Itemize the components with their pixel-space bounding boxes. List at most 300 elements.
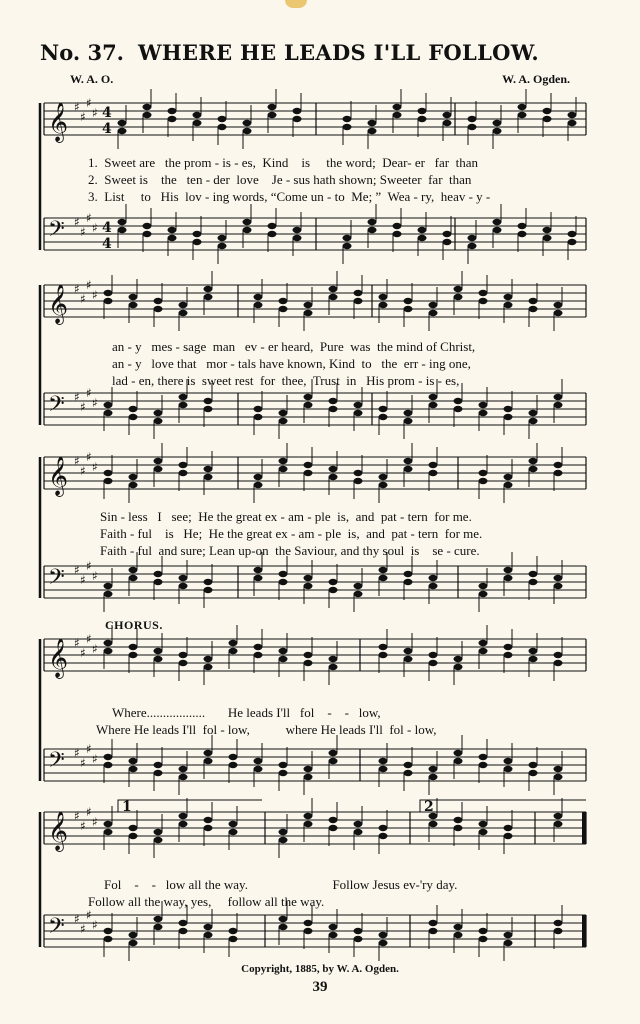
note-head: [154, 418, 163, 424]
note-head: [554, 575, 563, 581]
note-head: [443, 120, 452, 126]
note-head: [204, 750, 213, 756]
lyric-line: Where.................. He leads I'll fol - - low,: [112, 705, 381, 720]
final-barline: [582, 915, 586, 947]
note-head: [529, 410, 538, 416]
note-head: [518, 112, 527, 118]
note-head: [304, 928, 313, 934]
note-head: [393, 223, 402, 229]
note-head: [118, 227, 127, 233]
note-head: [479, 936, 488, 942]
note-head: [104, 298, 113, 304]
sharp-icon: ♯: [92, 752, 98, 766]
note-head: [204, 758, 213, 764]
note-head: [329, 579, 338, 585]
note-head: [293, 108, 302, 114]
note-head: [293, 227, 302, 233]
note-head: [279, 648, 288, 654]
note-head: [254, 482, 263, 488]
lyric-line: an - y love that mor - tals have known, Kind to the err - ing one,: [112, 356, 471, 371]
sharp-icon: ♯: [74, 636, 80, 650]
lyric-line: lad - en, there is sweet rest for thee, Trust in His prom - is - es,: [112, 373, 460, 388]
note-head: [504, 825, 513, 831]
note-head: [129, 652, 138, 658]
note-head: [279, 837, 288, 843]
note-head: [154, 579, 163, 585]
sharp-icon: ♯: [92, 815, 98, 829]
sharp-icon: ♯: [80, 756, 86, 770]
note-head: [368, 227, 377, 233]
note-head: [279, 916, 288, 922]
note-head: [279, 579, 288, 585]
note-head: [393, 104, 402, 110]
hymn-title: WHERE HE LEADS I'LL FOLLOW.: [138, 40, 539, 65]
note-head: [254, 474, 263, 480]
note-head: [493, 219, 502, 225]
note-head: [304, 394, 313, 400]
note-head: [304, 920, 313, 926]
note-head: [329, 825, 338, 831]
note-head: [104, 402, 113, 408]
lyric-line: Follow all the way, yes, follow all the way.: [88, 894, 325, 909]
note-head: [379, 294, 388, 300]
note-head: [429, 821, 438, 827]
time-signature: 4: [102, 220, 112, 236]
note-head: [518, 223, 527, 229]
note-head: [504, 414, 513, 420]
note-head: [129, 567, 138, 573]
note-head: [143, 112, 152, 118]
note-head: [368, 120, 377, 126]
note-head: [393, 112, 402, 118]
note-head: [518, 104, 527, 110]
note-head: [354, 402, 363, 408]
note-head: [229, 762, 238, 768]
time-signature: 4: [102, 105, 112, 121]
note-head: [329, 924, 338, 930]
note-head: [104, 478, 113, 484]
note-head: [468, 124, 477, 130]
note-head: [243, 219, 252, 225]
sharp-icon: ♯: [92, 221, 98, 235]
treble-clef-icon: 𝄞: [48, 638, 69, 678]
treble-clef-icon: 𝄞: [48, 284, 69, 324]
note-head: [454, 750, 463, 756]
note-head: [529, 762, 538, 768]
note-head: [529, 648, 538, 654]
note-head: [154, 306, 163, 312]
note-head: [368, 128, 377, 134]
sharp-icon: ♯: [74, 100, 80, 114]
note-head: [568, 239, 577, 245]
note-head: [329, 750, 338, 756]
note-head: [254, 294, 263, 300]
note-head: [479, 470, 488, 476]
note-head: [179, 394, 188, 400]
note-head: [129, 302, 138, 308]
note-head: [418, 235, 427, 241]
note-head: [479, 478, 488, 484]
note-head: [354, 478, 363, 484]
note-head: [429, 302, 438, 308]
note-head: [129, 833, 138, 839]
note-head: [279, 466, 288, 472]
note-head: [204, 587, 213, 593]
note-head: [443, 112, 452, 118]
note-head: [429, 928, 438, 934]
note-head: [268, 112, 277, 118]
note-head: [104, 821, 113, 827]
note-head: [379, 833, 388, 839]
note-head: [404, 762, 413, 768]
note-head: [104, 583, 113, 589]
note-head: [479, 928, 488, 934]
sharp-icon: ♯: [74, 454, 80, 468]
note-head: [554, 583, 563, 589]
note-head: [568, 231, 577, 237]
note-head: [304, 470, 313, 476]
note-head: [468, 235, 477, 241]
sharp-icon: ♯: [92, 460, 98, 474]
note-head: [204, 664, 213, 670]
note-head: [179, 462, 188, 468]
bass-clef-icon: 𝄢: [48, 748, 65, 778]
note-head: [279, 298, 288, 304]
note-head: [554, 470, 563, 476]
note-head: [179, 766, 188, 772]
note-head: [179, 660, 188, 666]
note-head: [204, 398, 213, 404]
note-head: [129, 575, 138, 581]
note-head: [568, 120, 577, 126]
note-head: [204, 825, 213, 831]
note-head: [268, 104, 277, 110]
note-head: [279, 762, 288, 768]
note-head: [554, 302, 563, 308]
sharp-icon: ♯: [80, 819, 86, 833]
note-head: [268, 231, 277, 237]
note-head: [404, 298, 413, 304]
note-head: [443, 231, 452, 237]
sharp-icon: ♯: [86, 632, 92, 646]
lyric-line: Where He leads I'll fol - low, where He leads I'll fol - low,: [96, 722, 437, 737]
note-head: [279, 410, 288, 416]
note-head: [354, 829, 363, 835]
note-head: [543, 227, 552, 233]
note-head: [393, 231, 402, 237]
note-head: [479, 640, 488, 646]
note-head: [504, 474, 513, 480]
note-head: [304, 575, 313, 581]
note-head: [504, 644, 513, 650]
note-head: [429, 462, 438, 468]
note-head: [543, 235, 552, 241]
sharp-icon: ♯: [86, 386, 92, 400]
note-head: [329, 474, 338, 480]
note-head: [179, 774, 188, 780]
note-head: [479, 583, 488, 589]
note-head: [204, 466, 213, 472]
note-head: [379, 940, 388, 946]
note-head: [454, 286, 463, 292]
note-head: [293, 116, 302, 122]
note-head: [429, 310, 438, 316]
chorus-label: CHORUS.: [105, 618, 163, 632]
note-head: [554, 394, 563, 400]
note-head: [304, 821, 313, 827]
note-head: [204, 656, 213, 662]
note-head: [229, 648, 238, 654]
sharp-icon: ♯: [80, 922, 86, 936]
bass-clef-icon: 𝄢: [48, 565, 65, 595]
sharp-icon: ♯: [86, 559, 92, 573]
note-head: [504, 575, 513, 581]
note-head: [454, 664, 463, 670]
note-head: [204, 294, 213, 300]
note-head: [479, 290, 488, 296]
note-head: [154, 571, 163, 577]
note-head: [168, 235, 177, 241]
note-head: [379, 414, 388, 420]
final-barline: [582, 812, 586, 844]
note-head: [204, 474, 213, 480]
note-head: [554, 920, 563, 926]
note-head: [104, 591, 113, 597]
note-head: [404, 579, 413, 585]
note-head: [154, 466, 163, 472]
note-head: [354, 936, 363, 942]
note-head: [129, 474, 138, 480]
note-head: [504, 482, 513, 488]
note-head: [379, 644, 388, 650]
note-head: [179, 402, 188, 408]
note-head: [343, 124, 352, 130]
note-head: [143, 231, 152, 237]
note-head: [404, 648, 413, 654]
note-head: [168, 227, 177, 233]
note-head: [154, 762, 163, 768]
note-head: [129, 644, 138, 650]
sharp-icon: ♯: [86, 211, 92, 225]
note-head: [479, 829, 488, 835]
treble-clef-icon: 𝄞: [48, 456, 69, 496]
note-head: [479, 402, 488, 408]
note-head: [279, 306, 288, 312]
note-head: [129, 294, 138, 300]
time-signature: 4: [102, 236, 112, 252]
note-head: [554, 766, 563, 772]
sharp-icon: ♯: [92, 569, 98, 583]
note-head: [204, 924, 213, 930]
note-head: [179, 920, 188, 926]
note-head: [429, 766, 438, 772]
note-head: [418, 116, 427, 122]
note-head: [229, 640, 238, 646]
note-head: [254, 575, 263, 581]
sharp-icon: ♯: [80, 225, 86, 239]
note-head: [404, 458, 413, 464]
note-head: [429, 774, 438, 780]
note-head: [129, 758, 138, 764]
note-head: [379, 758, 388, 764]
note-head: [404, 410, 413, 416]
note-head: [454, 758, 463, 764]
note-head: [243, 128, 252, 134]
note-head: [479, 410, 488, 416]
note-head: [193, 231, 202, 237]
note-head: [329, 294, 338, 300]
note-head: [529, 418, 538, 424]
note-head: [304, 774, 313, 780]
sharp-icon: ♯: [86, 96, 92, 110]
sharp-icon: ♯: [92, 288, 98, 302]
note-head: [554, 813, 563, 819]
note-head: [529, 579, 538, 585]
sharp-icon: ♯: [92, 642, 98, 656]
note-head: [118, 128, 127, 134]
note-head: [379, 575, 388, 581]
note-head: [454, 398, 463, 404]
sharp-icon: ♯: [80, 573, 86, 587]
note-head: [429, 583, 438, 589]
time-signature: 4: [102, 121, 112, 137]
note-head: [229, 821, 238, 827]
note-head: [279, 458, 288, 464]
lyric-line: an - y mes - sage man ev - er heard, Pure was the mind of Christ,: [112, 339, 476, 354]
note-head: [543, 108, 552, 114]
sharp-icon: ♯: [80, 400, 86, 414]
note-head: [404, 466, 413, 472]
note-head: [529, 298, 538, 304]
sharp-icon: ♯: [80, 110, 86, 124]
note-head: [143, 104, 152, 110]
note-head: [243, 120, 252, 126]
note-head: [329, 758, 338, 764]
note-head: [354, 298, 363, 304]
note-head: [454, 817, 463, 823]
note-head: [204, 406, 213, 412]
note-head: [429, 470, 438, 476]
note-head: [443, 239, 452, 245]
note-head: [568, 112, 577, 118]
note-head: [129, 940, 138, 946]
note-head: [254, 414, 263, 420]
note-head: [193, 239, 202, 245]
note-head: [454, 656, 463, 662]
note-head: [179, 821, 188, 827]
note-head: [204, 286, 213, 292]
lyric-line: Sin - less I see; He the great ex - am - ple is, and pat - tern for me.: [100, 509, 472, 524]
lyric-line: Fol - - low all the way. Follow Jesus ev-'ry day.: [104, 877, 458, 892]
note-head: [168, 108, 177, 114]
sharp-icon: ♯: [92, 918, 98, 932]
note-head: [304, 583, 313, 589]
note-head: [454, 406, 463, 412]
note-head: [504, 567, 513, 573]
note-head: [218, 235, 227, 241]
note-head: [479, 821, 488, 827]
bass-clef-icon: 𝄢: [48, 217, 65, 247]
note-head: [429, 575, 438, 581]
note-head: [254, 302, 263, 308]
hymn-number: No. 37.: [40, 40, 124, 65]
note-head: [254, 406, 263, 412]
copyright-notice: Copyright, 1885, by W. A. Ogden.: [241, 963, 399, 975]
note-head: [404, 656, 413, 662]
note-head: [154, 648, 163, 654]
note-head: [254, 644, 263, 650]
note-head: [129, 406, 138, 412]
note-head: [104, 928, 113, 934]
note-head: [254, 652, 263, 658]
note-head: [504, 758, 513, 764]
note-head: [154, 837, 163, 843]
note-head: [529, 458, 538, 464]
note-head: [379, 406, 388, 412]
note-head: [418, 227, 427, 233]
note-head: [343, 116, 352, 122]
sharp-icon: ♯: [92, 106, 98, 120]
note-head: [343, 235, 352, 241]
lyric-line: Faith - ful is He; He the great ex - am - ple is, and pat - tern for me.: [100, 526, 483, 541]
note-head: [504, 932, 513, 938]
note-head: [493, 128, 502, 134]
sharp-icon: ♯: [74, 809, 80, 823]
page-number: 39: [312, 979, 328, 995]
note-head: [104, 762, 113, 768]
note-head: [179, 583, 188, 589]
first-ending-number: 1: [122, 799, 132, 815]
note-head: [104, 936, 113, 942]
note-head: [404, 306, 413, 312]
note-head: [279, 829, 288, 835]
note-head: [379, 567, 388, 573]
note-head: [204, 932, 213, 938]
note-head: [193, 112, 202, 118]
note-head: [379, 474, 388, 480]
note-head: [354, 583, 363, 589]
note-head: [554, 462, 563, 468]
note-head: [354, 928, 363, 934]
note-head: [304, 660, 313, 666]
note-head: [354, 591, 363, 597]
second-ending-bracket: [420, 800, 586, 812]
note-head: [468, 116, 477, 122]
note-head: [304, 302, 313, 308]
note-head: [343, 243, 352, 249]
note-head: [329, 398, 338, 404]
note-head: [254, 766, 263, 772]
note-head: [529, 656, 538, 662]
sharp-icon: ♯: [92, 396, 98, 410]
note-head: [504, 940, 513, 946]
note-head: [554, 402, 563, 408]
note-head: [554, 928, 563, 934]
sharp-icon: ♯: [86, 278, 92, 292]
note-head: [304, 402, 313, 408]
note-head: [118, 120, 127, 126]
note-head: [204, 817, 213, 823]
note-head: [104, 648, 113, 654]
sharp-icon: ♯: [86, 742, 92, 756]
first-ending-bracket: [118, 800, 262, 812]
note-head: [554, 821, 563, 827]
sharp-icon: ♯: [86, 805, 92, 819]
note-head: [404, 571, 413, 577]
note-head: [304, 652, 313, 658]
note-head: [354, 470, 363, 476]
note-head: [218, 243, 227, 249]
